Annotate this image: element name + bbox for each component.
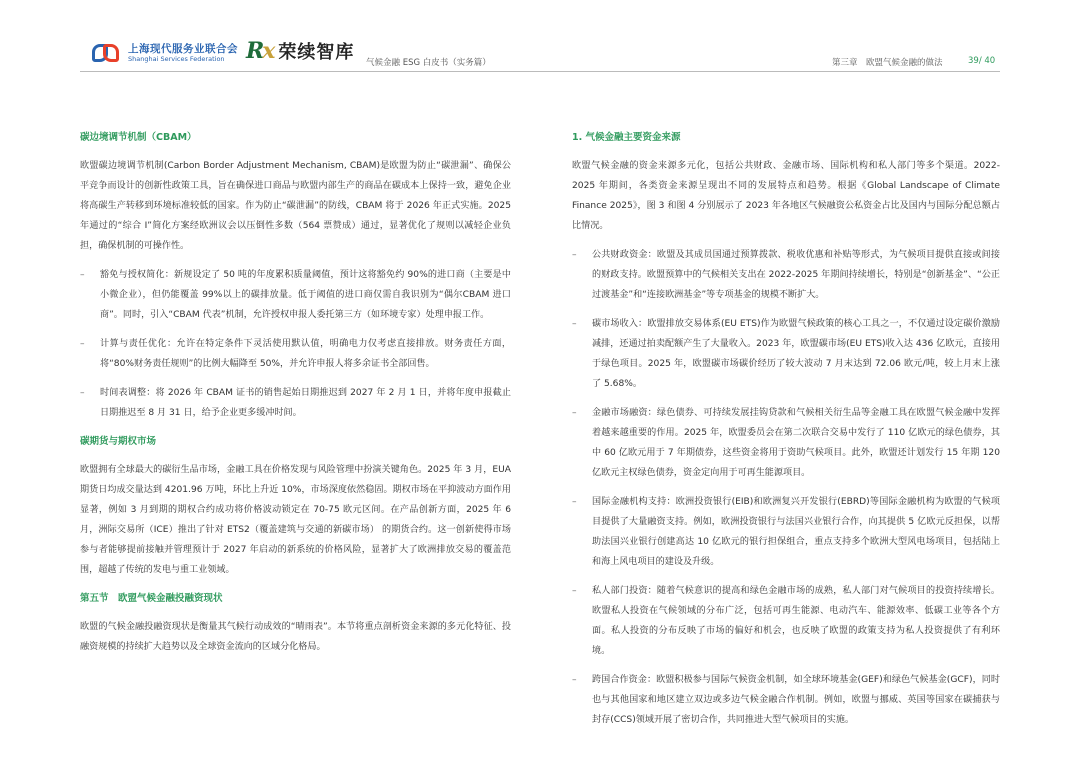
book-title: 气候金融 ESG 白皮书（实务篇） xyxy=(366,58,491,68)
ssf-logo-en: Shanghai Services Federation xyxy=(128,55,225,63)
cbam-paragraph: 欧盟碳边境调节机制(Carbon Border Adjustment Mechanism, CBAM)是欧盟为防止“碳泄漏”、确保公平竞争而设计的创新性政策工具，旨在确保进口商品与欧盟内部生产的商品在碳成本上保持一致，避免企业将高碳生产转移到环境标准较低的国家。作为防止“碳泄漏”的防线，CBAM 将于 2026 年正式实施。2025 年通过的“综合 I”简化方案经欧洲议会以压倒性多数（564 票赞成）通过，显著优化了规则以减轻企业负担，确保机制的可操作性。 xyxy=(80,161,511,251)
right-column xyxy=(572,128,1000,739)
list-item: – 碳市场收入：欧盟排放交易体系(EU ETS)作为欧盟气候政策的核心工具之一，不仅通过设定碳价激励减排，还通过拍卖配额产生了大量收入。2023 年，欧盟碳市场(EU ETS)收入达 436 亿欧元，直接用于绿色项目。2025 年，欧盟碳市场碳价经历了较大波动 7 月末达到 72.06 欧元/吨，较上月末上涨了 5.68%。 xyxy=(572,314,1000,394)
cbam-bullet-list xyxy=(80,265,511,423)
list-item: – 豁免与授权简化：新规设定了 50 吨的年度累积质量阈值，预计这将豁免约 90%的进口商（主要是中小微企业），但仍能覆盖 99%以上的碳排放量。低于阈值的进口商仅需自我识别为“偶尔CBAM 进口商”。同时，引入“CBAM 代表”机制，允许授权申报人委托第三方（如环境专家）处理申报工作。 xyxy=(80,265,511,325)
ssf-logo-cn: 上海现代服务业联合会 xyxy=(128,42,238,55)
list-item: – 公共财政资金：欧盟及其成员国通过预算拨款、税收优惠和补贴等形式，为气候项目提供直接或间接的财政支持。欧盟预算中的气候相关支出在 2022-2025 年期间持续增长，特别是“创新基金”、“公正过渡基金”和“连接欧洲基金”等专项基金的规模不断扩大。 xyxy=(572,245,1000,305)
funding-sources-heading: 1. 气候金融主要资金来源 xyxy=(572,132,681,143)
list-item: – 国际金融机构支持：欧洲投资银行(EIB)和欧洲复兴开发银行(EBRD)等国际金融机构为欧盟的气候项目提供了大量融资支持。例如，欧洲投资银行与法国兴业银行合作，向其提供 5 亿欧元反担保，以帮助法国兴业银行创建高达 10 亿欧元的银行担保组合，重点支持多个欧洲大型风电场项目，包括陆上和海上风电项目的建设及升级。 xyxy=(572,492,1000,572)
page-header xyxy=(0,0,1080,80)
list-item: – 金融市场融资：绿色债券、可持续发展挂钩贷款和气候相关衍生品等金融工具在欧盟气候金融中发挥着越来越重要的作用。2025 年，欧盟委员会在第二次联合交易中发行了 110 亿欧元的绿色债券，其中 60 亿欧元用于 7 年期债券，这些资金将用于资助气候项目。此外，欧盟还计划发行 15 年期 120 亿欧元主权绿色债券，资金定向用于可再生能源项目。 xyxy=(572,403,1000,483)
cbam-heading: 碳边境调节机制（CBAM） xyxy=(80,132,197,143)
rongxu-logo xyxy=(246,38,354,64)
chapter-title: 第三章 欧盟气候金融的做法 xyxy=(832,58,943,68)
ssf-logo-icon xyxy=(92,42,122,64)
left-column xyxy=(80,128,511,666)
funding-bullet-list xyxy=(572,245,1000,730)
funding-intro-paragraph: 欧盟气候金融的资金来源多元化，包括公共财政、金融市场、国际机构和私人部门等多个渠道。2022-2025 年期间，各类资金来源呈现出不同的发展特点和趋势。根据《Global Landscape of Climate Finance 2025》，图 3 和图 4 分别展示了 2023 年各地区气候融资公私资金占比及国内与国际分配总额占比情况。 xyxy=(572,161,1000,231)
section5-heading: 第五节 欧盟气候金融投融资现状 xyxy=(80,593,223,604)
page-number: 39/ 40 xyxy=(968,56,996,66)
ssf-logo xyxy=(92,42,238,64)
list-item: – 私人部门投资：随着气候意识的提高和绿色金融市场的成熟，私人部门对气候项目的投资持续增长。欧盟私人投资在气候领域的分布广泛，包括可再生能源、电动汽车、能源效率、低碳工业等各个方面。私人投资的分布反映了市场的偏好和机会，也反映了欧盟的政策支持为私人投资提供了有利环境。 xyxy=(572,581,1000,661)
list-item: – 跨国合作资金：欧盟积极参与国际气候资金机制，如全球环境基金(GEF)和绿色气候基金(GCF)，同时也与其他国家和地区建立双边或多边气候金融合作机制。例如，欧盟与挪威、英国等国家在碳捕获与封存(CCS)领域开展了密切合作，共同推进大型气候项目的实施。 xyxy=(572,670,1000,730)
list-item: – 计算与责任优化：允许在特定条件下灵活使用默认值，明确电力仅考虑直接排放。财务责任方面，将“80%财务责任规则”的比例大幅降至 50%，并允许申报人将多余证书全部回售。 xyxy=(80,334,511,374)
futures-paragraph: 欧盟拥有全球最大的碳衍生品市场，金融工具在价格发现与风险管理中扮演关键角色。2025 年 3 月，EUA 期货日均成交量达到 4201.96 万吨，环比上升近 10%，市场深度依然稳固。期权市场在平抑波动方面作用显著，例如 3 月到期的期权合约成功将价格波动锁定在 70-75 欧元区间。在产品创新方面，2025 年 6 月，洲际交易所（ICE）推出了针对 ETS2（覆盖建筑与交通的新碳市场） 的期货合约。这一创新使得市场参与者能够提前接触并管理预计于 2027 年启动的新系统的价格风险，显著扩大了欧洲排放交易的覆盖范围，超越了传统的发电与重工业领域。 xyxy=(80,465,511,575)
rongxu-logo-name: 荣续智库 xyxy=(278,42,355,63)
futures-heading: 碳期货与期权市场 xyxy=(80,436,157,447)
rx-logo-icon: Rx xyxy=(246,38,274,64)
section5-paragraph: 欧盟的气候金融投融资现状是衡量其气候行动成效的“晴雨表”。本节将重点剖析资金来源的多元化特征、投融资规模的持续扩大趋势以及全球资金流向的区域分化格局。 xyxy=(80,622,511,652)
header-divider xyxy=(80,71,1000,72)
list-item: – 时间表调整：将 2026 年 CBAM 证书的销售起始日期推迟到 2027 年 2 月 1 日，并将年度申报截止日期推迟至 8 月 31 日，给予企业更多缓冲时间。 xyxy=(80,383,511,423)
